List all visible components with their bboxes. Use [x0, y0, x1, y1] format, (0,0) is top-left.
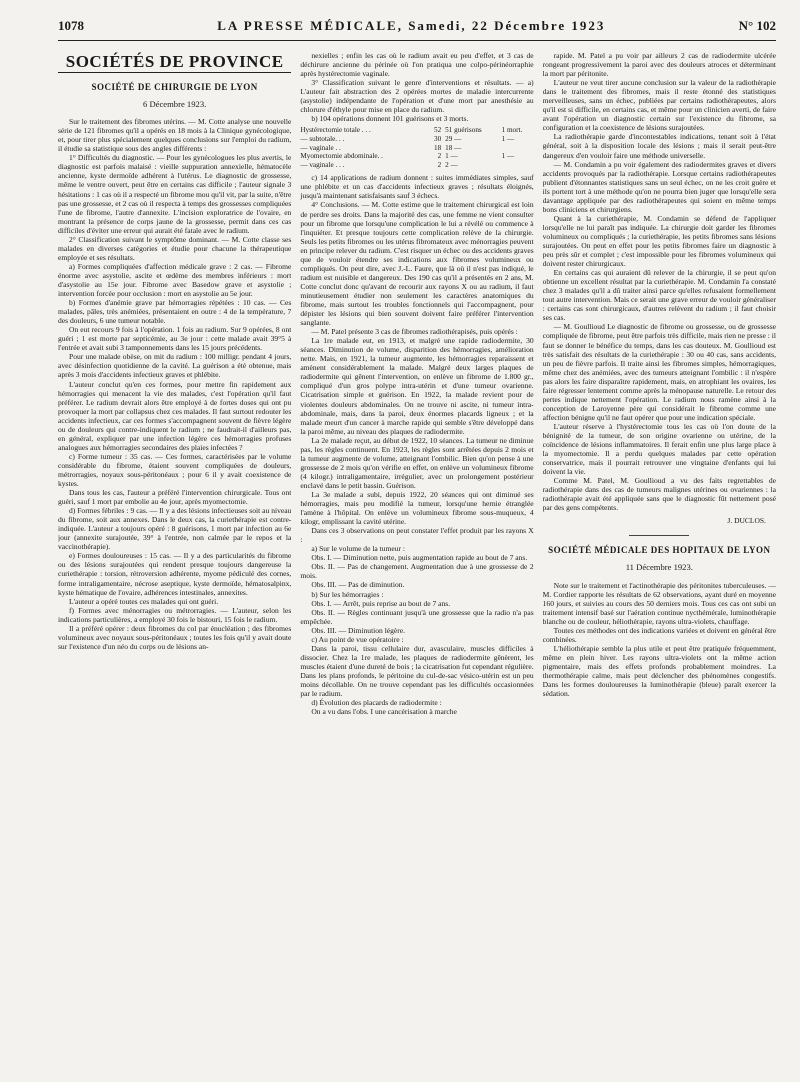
- table-row: [300, 135, 533, 144]
- paragraph: L'auteur conclut qu'en ces formes, pour mettre fin rapidement aux hémorragies qui menacent la vie des malades, c'est l'opération qu'il faut préférer. Le radium devrait alors être employé à de fortes doses qui ont pu provoquer la mort par collapsus chez ces malades. Il faut surtout redouter les accidents infectieux, car ces formes s'accompagnent souvent de fièvre légère ou de douleurs qui contre-indiquent le radium ; ne faudrait-il d'ailleurs pas, en général, expliquer par une infection légère ces hémorragies profuses analogues aux hémorragies secondaires des plaies infectées ?: [58, 379, 292, 452]
- column-1: [58, 51, 291, 1081]
- table-cell: 2: [437, 160, 442, 169]
- paragraph: — M. Goullioud Le diagnostic de fibrome ou grossesse, ou de grossesse compliquée de fibrome, peut être parfois très difficile, mais rien ne presse : il faut se donner le bénéfice du temps, dans les cas douteux. M. Goullioud est très satisfait des résultats de la curiethérapie : 30 ou 40 cas, sans accidents, un peu de fièvre parfois. Il traite ainsi les fibromes simples, hémorragiques, même chez des anémiées, avec des tumeurs atteignant l'ombilic : il n'espère pas alors les faire disparaître rapidement, mais, en atrophiant les ovaires, les faire régresser lentement comme après la ménopause naturelle. Le retour des pertes indique nettement l'opération. Le radium nous ramène ainsi à la conception de Laroyenne père qui considérait le fibrome comme une affection bénigne qu'il ne faut opérer que pour une indication spéciale.: [542, 322, 776, 422]
- column-3-text-top: [543, 51, 776, 512]
- paragraph: Obs. I. — Arrêt, puis reprise au bout de 7 ans.: [311, 598, 451, 608]
- column-3: [543, 51, 776, 1081]
- section-title: SOCIÉTÉS DE PROVINCE: [58, 57, 291, 73]
- running-header: [58, 18, 776, 41]
- column-2-text-top: [300, 51, 533, 123]
- paragraph: Pour une malade obèse, on mit du radium : 100 milligr. pendant 4 jours, avec désinfection quotidienne de la cavité. La guérison a été obtenue, mais après 3 mois d'accidents infectieux graves et phlébite.: [58, 352, 292, 380]
- table-cell: 51 guérisons: [445, 126, 482, 135]
- paragraph: c) 14 applications de radium donnent : suites immédiates simples, sauf une phlébite et un cas d'accidents infectieux graves ; résultats éloignés, jusqu'à maintenant satisfaisants sauf 3 échecs.: [300, 173, 534, 201]
- paragraph: Note sur le traitement et l'actinothérapie des péritonites tuberculeuses. — M. Cordier rapporte les résultats de 62 observations, ayant duré en moyenne 160 jours, et suivies au cours des 50 derniers mois. Tous ces cas ont subi un traitement intensif basé sur l'aération continue nycthémérale, luminothérapie blanche ou de couleur, héliothérapie, rayons ultra-violets, chauffage.: [542, 580, 776, 626]
- table-row: [300, 161, 533, 170]
- paragraph: — M. Condamin a pu voir également des radiodermites graves et divers accidents provoqués par la radiothérapie. Lorsque certains radiothérapeutes publient d'étonnantes statistiques sans un seul échec, on ne les croit guère et ils portent tort à une méthode qu'on ne pourra bien juger que lorsqu'elle sera davantage appliquée par des radiothérapeutes qui soient en même temps bons cliniciens et chirurgiens.: [542, 159, 776, 214]
- paragraph: rapide. M. Patel a pu voir par ailleurs 2 cas de radiodermite ulcérée rongeant progressivement la paroi avec des douleurs atroces et déterminant la mort par péritonite.: [542, 51, 776, 79]
- page-number: 1078: [58, 18, 84, 33]
- society-heading: SOCIÉTÉ DE CHIRURGIE DE LYON: [91, 82, 258, 93]
- paragraph: On eut recours 9 fois à l'opération. 1 fois au radium. Sur 9 opérées, 8 ont guéri ; 1 est morte par septicémie, au 3e jour : cette malade avait 39°5 à l'entrée et avait subi 3 tamponnements dans les 15 jours précédents.: [58, 325, 292, 353]
- table-cell: 2: [437, 152, 442, 161]
- paragraph: 1° Difficultés du diagnostic. — Pour les gynécologues les plus avertis, le diagnostic est parfois malaisé : vieille suppuration annexielle, hématocèle ancienne, kyste dermoïde adhérent à l'utérus. Le diagnostic de grossesse, même le ventre ouvert, peut être en certains cas difficile ; l'auteur signale 3 hésitations : 1 cas où il a respecté un fibrome mou qu'il vit, par la suite, n'être pas une grossesse, et 2 cas où il respecta à temps des grossesses compliquées l'une de fibrome, l'autre d'annexite. L'incision exploratrice de l'ovaire, en montrant la présence de corps jaune de la grossesse, permit dans ces cas difficiles d'éviter une erreur qui aurait été fatale avec le radium.: [58, 153, 292, 235]
- table-cell: 30: [433, 134, 442, 143]
- paragraph: Dans tous les cas, l'auteur a préféré l'intervention chirurgicale. Tous ont guéri, sauf 1 mort par embolie au 4e jour, après myomectomie.: [58, 488, 292, 507]
- paragraph: La radiothérapie garde d'incontestables indications, tenant soit à l'état général, soit à la disposition locale des lésions ; mais il serait peut-être dangereux d'en vouloir faire une méthode universelle.: [542, 132, 776, 160]
- paragraph: a) Sur le volume de la tumeur :: [311, 544, 406, 554]
- paragraph: a) Formes compliquées d'affection médicale grave : 2 cas. — Fibrome énorme avec asystolie, ascite et œdème des membres inférieurs : mort d'asystolie au 15e jour. Fibrome avec Basedow grave et asystolie ; intervention forcée pour occlusion : mort en asystolie au 5e jour.: [58, 261, 292, 299]
- paragraph: b) Sur les hémorragies :: [311, 589, 384, 599]
- operations-table: [300, 126, 533, 169]
- table-cell: Hystérectomie totale . . .: [300, 126, 371, 135]
- paragraph: 3° Classification suivant le genre d'interventions et résultats. — a) L'auteur fait abstraction des 2 opérées mortes de maladie intercurrente (asystolie) indépendante de l'opération et d'une mort par anesthésie au chlorure d'éthyle pour mise en place du radium.: [300, 78, 534, 115]
- paragraph: L'auteur ne veut tirer aucune conclusion sur la valeur de la radiothérapie dans le traitement des fibromes, mais il reste étonné des statistiques merveilleuses, sans un échec, publiées par certains radiothérapeutes, alors qu'il est si difficile, en certains cas, et même pour un clinicien averti, de faire avant l'opération un diagnostic certain sur l'existence du fibrome, sa configuration et la coexistence de lésions surajoutées.: [542, 78, 776, 133]
- table-cell: [502, 161, 534, 170]
- paragraph: Obs. III. — Pas de diminution.: [311, 580, 405, 590]
- divider: [629, 535, 689, 536]
- paragraph: Toutes ces méthodes ont des indications variées et doivent en général être combinées.: [542, 625, 776, 644]
- paragraph: Comme M. Patel, M. Goullioud a vu des faits regrettables de radiothérapie dans des cas de tumeurs malignes utérines ou ovariennes : la radiothérapie avait été appliquée sans que le diagnostic fût nettement posé par des gens compétents.: [542, 476, 776, 513]
- paragraph: L'héliothérapie semble la plus utile et peut être pratiquée fréquemment, même en plein hiver. Les rayons ultra-violets ont la même action pigmentaire, mais des effets profonds probablement moindres. La thermothérapie calme, mais peut déclencher des phénomènes congestifs. Dans les formes douloureuses la luminothérapie (bleue) paraît exercer la sédation.: [542, 643, 776, 699]
- table-cell: 1 —: [501, 152, 515, 161]
- table-cell: 18: [433, 143, 442, 152]
- society-heading-2: SOCIÉTÉ MÉDICALE DES HOPITAUX DE LYON: [548, 545, 771, 556]
- table-cell: 29 —: [445, 134, 462, 143]
- table-cell: [502, 144, 534, 153]
- table-cell: 18 —: [445, 143, 462, 152]
- session-date: 6 Décembre 1923.: [143, 99, 207, 110]
- paragraph: 4° Conclusions. — M. Cotte estime que le traitement chirurgical est loin de perdre ses droits. Dans la majorité des cas, une femme ne vient consulter pour un fibrome que lorsqu'une complication le lui a révélé ou commence à l'inquiéter. Et presque toujours cette complication relève de la chirurgie. Seuls les petits fibromes ou les utérus fibromateux avec ménorragies peuvent en principe relever du radium. C'est risquer un échec ou des accidents graves que de vouloir étendre ses indications aux fibromes volumineux ou compliqués. On peut dire, avec J.-L. Faure, que là où il n'est pas indiqué, le radium est nuisible et dangereux. Des 190 cas qu'il a présentés en 2 ans, M. Cotte conclut donc qu'avant de recourir aux rayons X ou au radium, il faut minutieusement étudier non seulement les caractères anatomiques du fibrome, mais surtout les troubles fonctionnels qui l'accompagnent, pour dépister les lésions qui bien souvent doivent faire préférer l'intervention sanglante.: [300, 200, 534, 328]
- paragraph: Obs. II. — Règles continuant jusqu'à une grossesse que la radio n'a pas empêchée.: [300, 607, 534, 626]
- issue-number: N° 102: [738, 18, 776, 33]
- author-signature: J. DUCLOS.: [727, 516, 766, 526]
- paragraph: La 3e malade a subi, depuis 1922, 20 séances qui ont diminué ses hémorragies, mais peu modifié la tumeur, lorsqu'une hernie étranglée l'amène à l'hôpital. On enlève un volumineux fibrome sous-muqueux, 4 kilogr, emplissant la cavité utérine.: [300, 489, 534, 527]
- paragraph: f) Formes avec ménorragies ou métrorragies. — L'auteur, selon les indications particulières, a employé 30 fois le bistouri, 15 fois le radium.: [58, 605, 292, 624]
- paragraph: La 1re malade eut, en 1913, et malgré une rapide radiodermite, 30 séances. Diminution de volume, disparition des hémorragies, amélioration nette. Mais, en 1921, la tumeur augmente, les hémorragies reparaissent et amènent considérablement la malade. Malgré deux larges plaques de radiodermite qui gênent l'intervention, on enlève un fibrome de 1.800 gr., compliqué d'un gros polype intra-utérin et d'une tumeur ovarienne. Cicatrisation simple et guérison. En 1922, la malade revient pour de violentes douleurs abdominales. On ne trouve ni ascite, ni tumeur intra-abdominale, mais, dans la paroi, deux énormes placards ligneux ; et la malade meurt d'un cancer à marche rapide qui semble s'être développé dans la paroi même, au niveau des plaques de radiodermite.: [300, 336, 534, 436]
- table-cell: 1 —: [501, 134, 515, 143]
- table-row: [300, 144, 533, 153]
- table-cell: 1 —: [445, 152, 458, 161]
- paragraph: Il a préféré opérer : deux fibromes du col par énucléation ; des fibromes volumineux avec noyaux sous-péritonéaux ; toutes les fois qu'il y avait doute sur l'existence d'un néo du corps ou de lésions an-: [58, 623, 292, 651]
- paragraph: Obs. II. — Pas de changement. Augmentation due à une grossesse de 2 mois.: [300, 562, 534, 581]
- paragraph: nexielles ; enfin les cas où le radium avait eu peu d'effet, et 3 cas de déchirure ancienne du périnée où l'on pratiqua une colpo-périnéorraphie après hystérectomie vaginale.: [300, 51, 534, 79]
- paragraph: L'auteur réserve à l'hystérectomie tous les cas où l'on doute de la bénignité de la tumeur, de son origine ovarienne ou utérine, de la coïncidence de lésions inflammatoires. Il ferait enfin une plus large place à la myomectomie. Il a perdu quelques malades par cette opération conservatrice, mais il pourrait retrouver une vingtaine d'enfants qui lui doivent la vie.: [542, 421, 776, 477]
- table-row: [300, 152, 533, 161]
- paragraph: c) Au point de vue opératoire :: [311, 634, 404, 644]
- paragraph: e) Formes douloureuses : 15 cas. — Il y a des particularités du fibrome ou des lésions surajoutées qui rendent presque toujours dangereuse la curiethérapie : torsion, rétroversion adhérente, myome pédiculé des cornes, forme intraligamentaire, nécrose aseptique, kyste dermoïde, hématosalpinx, kyste hématique de l'ovaire, adhérences intestinales, annexites.: [58, 551, 292, 597]
- table-cell: — vaginale . . .: [300, 160, 345, 169]
- column-2: [300, 51, 533, 1081]
- paragraph: Dans la paroi, tissu cellulaire dur, avasculaire, muscles difficiles à dissocier. Chez la 1re malade, les plaques de radiodermite gênèrent, les muscles étaient d'une dureté de bois ; la cicatrisation fut cependant régulière. Dans les plans profonds, le péritoine du cul-de-sac vésico-utérin est un peu moins décollable. On ne trouve cependant pas les difficultés occasionnées par le radium.: [300, 643, 534, 699]
- paragraph: c) Forme tumeur : 35 cas. — Ces formes, caractérisées par le volume considérable du fibrome, étaient souvent compliquées de douleurs, métrorragies, noyaux sous-péritonéaux ; pour 6 il y avait coexistence de kystes.: [58, 451, 292, 489]
- paragraph: b) 104 opérations donnent 101 guérisons et 3 morts.: [311, 114, 469, 124]
- table-cell: — subtotale. . .: [300, 134, 345, 143]
- paragraph: Quant à la curiethérapie, M. Condamin se défend de l'appliquer lorsqu'elle ne lui paraît pas indiquée. La chirurgie doit garder les fibromes volumineux ou compliqués ; la curiethérapie, les petits fibromes sans lésions surajoutées. On peut en effet pour les petits fibromes faire un diagnostic à peu près sûr et complet ; c'est impossible pour les fibromes volumineux qui doivent rester chirurgicaux.: [542, 213, 776, 269]
- columns: [58, 51, 776, 1081]
- session-date-2: 11 Décembre 1923.: [625, 562, 693, 573]
- column-1-text: [58, 117, 291, 651]
- paragraph: On a vu dans l'obs. I une cancérisation à marche: [311, 707, 457, 717]
- paragraph: b) Formes d'anémie grave par hémorragies répétées : 10 cas. — Ces malades, pâles, très anémiées, présentaient en outre : 4 de la température, 7 des douleurs, 6 une tumeur notable.: [58, 298, 292, 326]
- journal-title: LA PRESSE MÉDICALE, Samedi, 22 Décembre 1923: [217, 18, 606, 33]
- table-cell: 1 mort.: [501, 126, 523, 135]
- table-row: [300, 126, 533, 135]
- table-cell: Myomectomie abdominale. .: [300, 152, 383, 161]
- paragraph: — M. Patel présente 3 cas de fibromes radiothérapisés, puis opérés :: [311, 327, 518, 337]
- paragraph: d) Formes fébriles : 9 cas. — Il y a des lésions infectieuses soit au niveau du fibrome, soit aux annexes. Dans le deux cas, la curiethérapie est contre-indiquée. L'auteur a toujours opéré : 8 guérisons, 1 mort par infection au 6e jour (annexite surajoutée, 39° à l'entrée, non calmée par le repos et la vaccinothérapie).: [58, 506, 292, 552]
- paragraph: Obs. III. — Diminution légère.: [311, 625, 406, 635]
- table-cell: 2 —: [445, 160, 458, 169]
- column-3-text-bottom: [543, 581, 776, 699]
- paragraph: L'auteur a opéré toutes ces malades qui ont guéri.: [69, 596, 219, 606]
- table-cell: 52: [433, 126, 442, 135]
- paragraph: Obs. I. — Diminution nette, puis augmentation rapide au bout de 7 ans.: [311, 553, 528, 563]
- paragraph: Dans ces 3 observations on peut constater l'effet produit par les rayons X :: [300, 526, 534, 545]
- paragraph: Sur le traitement des fibromes utérins. — M. Cotte analyse une nouvelle série de 121 fibromes qu'il a opérés en 18 mois à la Clinique gynécologique, et, pour tirer plus spécialement quelques conclusions sur l'emploi du radium, il étudie sa statistique sous des angles différents :: [58, 117, 292, 154]
- paragraph: d) Évolution des placards de radiodermite :: [311, 698, 442, 708]
- paragraph: En certains cas qui auraient dû relever de la chirurgie, il se peut qu'on obtienne un excellent résultat par la curiethérapie. M. Condamin l'a constaté chez 3 malades qu'il a dû traiter ainsi parce qu'elles refusaient formellement tout autre intervention. Mais ce serait une grave erreur de vouloir généraliser : certains cas sont chirurgicaux, d'autres relèvent du radium ; il faut choisir ses cas.: [542, 268, 776, 323]
- paragraph: La 2e malade reçut, au début de 1922, 10 séances. La tumeur ne diminue pas, les règles continuent. En 1923, les règles sont arrêtées depuis 2 mois et la tumeur augmente de volume, atteignant l'ombilic. Bien qu'on pense à une grossesse de 2 mois qu'on vérifie en effet, on enlève un volumineux fibrome (4 kilogr.) intraligamentaire, irrégulier, avec un prolongement postérieur enclavé dans le petit bassin. Guérison.: [300, 435, 534, 490]
- table-cell: — vaginale . .: [300, 143, 341, 152]
- column-2-text-bottom: [300, 173, 533, 716]
- paragraph: 2° Classification suivant le symptôme dominant. — M. Cotte classe ses malades en diverses catégories et étudie pour chacune la thérapeutique employée et ses résultats.: [58, 234, 292, 262]
